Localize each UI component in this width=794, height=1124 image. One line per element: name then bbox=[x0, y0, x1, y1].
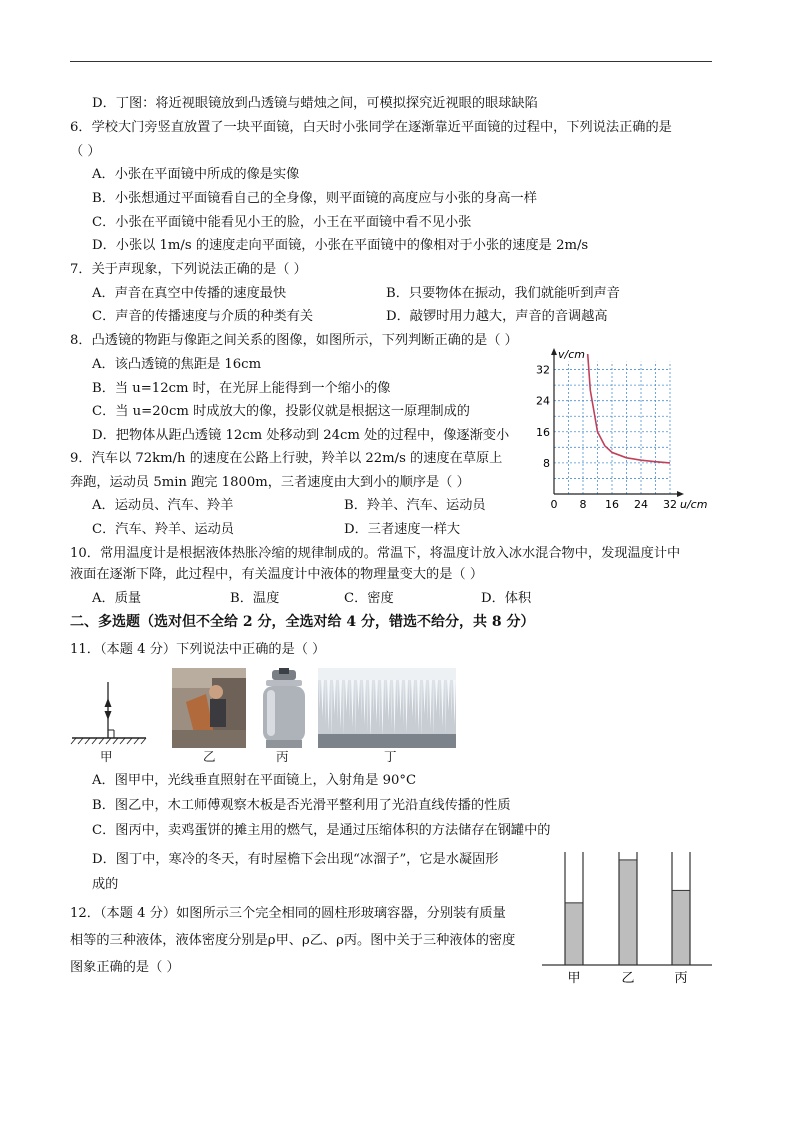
icicles-photo bbox=[318, 668, 456, 748]
q8-option-d: D．把物体从距凸透镜 12cm 处移动到 24cm 处的过程中，像逐渐变小 bbox=[92, 428, 510, 443]
q6-option-d: D．小张以 1m/s 的速度走向平面镜，小张在平面镜中的像相对于小张的速度是 2m/s bbox=[92, 238, 589, 253]
y-axis-label: v/cm bbox=[558, 348, 585, 361]
q11-option-c: C．图丙中，卖鸡蛋饼的摊主用的燃气，是通过压缩体积的方法储存在钢罐中的 bbox=[92, 823, 551, 838]
q11-stem: 11．（本题 4 分）下列说法中正确的是（ ） bbox=[70, 642, 326, 657]
x-axis-arrow bbox=[677, 491, 684, 497]
y-tick-label: 8 bbox=[543, 456, 550, 470]
caption-yi: 乙 bbox=[203, 749, 216, 764]
q12-stem-2: 相等的三种液体，液体密度分别是ρ甲、ρ乙、ρ丙。图中关于三种液体的密度 bbox=[70, 933, 516, 948]
lens-uv-chart bbox=[534, 348, 714, 516]
q11-option-d-cont: 成的 bbox=[92, 877, 119, 892]
q7-option-d: D．敲锣时用力越大，声音的音调越高 bbox=[386, 309, 608, 324]
y-tick-label: 16 bbox=[536, 425, 550, 439]
q8-option-a: A．该凸透镜的焦距是 16cm bbox=[92, 357, 262, 372]
q11-option-a: A．图甲中，光线垂直照射在平面镜上，入射角是 90°C bbox=[92, 773, 417, 788]
x-tick-label: 32 bbox=[663, 498, 677, 511]
caption-jia: 甲 bbox=[100, 749, 113, 764]
q9-stem-2: 奔跑，运动员 5min 跑完 1800m，三者速度由大到小的顺序是（ ） bbox=[70, 475, 470, 490]
q10-option-a: A．质量 bbox=[92, 591, 142, 606]
y-tick-label: 32 bbox=[536, 363, 550, 377]
q10-stem-2: 液面在逐渐下降，此过程中，有关温度计中液体的物理量变大的是（ ） bbox=[70, 567, 484, 582]
q7-option-b: B．只要物体在振动，我们就能听到声音 bbox=[386, 286, 620, 301]
container-label-yi: 乙 bbox=[621, 971, 635, 986]
q8-option-c: C．当 u=20cm 时成放大的像，投影仪就是根据这一原理制成的 bbox=[92, 404, 470, 419]
q9-option-c: C．汽车、羚羊、运动员 bbox=[92, 522, 234, 537]
q6-option-b: B．小张想通过平面镜看自己的全身像，则平面镜的高度应与小张的身高一样 bbox=[92, 191, 537, 206]
q11-option-b: B．图乙中，木工师傅观察木板是否光滑平整利用了光沿直线传播的性质 bbox=[92, 798, 511, 813]
q10-option-d: D．体积 bbox=[481, 591, 532, 606]
header-rule bbox=[70, 61, 712, 62]
x-tick-label: 16 bbox=[605, 498, 619, 511]
q12-stem-3: 图象正确的是（ ） bbox=[70, 960, 180, 975]
containers-figure bbox=[540, 848, 714, 988]
q12-stem-1: 12．（本题 4 分）如图所示三个完全相同的圆柱形玻璃容器，分别装有质量 bbox=[70, 906, 506, 921]
q6-option-c: C．小张在平面镜中能看见小王的脸，小王在平面镜中看不见小张 bbox=[92, 215, 472, 230]
container-liquid bbox=[565, 903, 583, 965]
q10-option-c: C．密度 bbox=[344, 591, 394, 606]
container-label-bing: 丙 bbox=[674, 971, 688, 986]
mirror-ray-figure bbox=[70, 676, 150, 748]
q7-option-c: C．声音的传播速度与介质的种类有关 bbox=[92, 309, 314, 324]
q11-option-d: D．图丁中，寒冷的冬天，有时屋檐下会出现“冰溜子”，它是水凝固形 bbox=[92, 852, 499, 867]
container-label-jia: 甲 bbox=[567, 971, 581, 986]
q9-option-b: B．羚羊、汽车、运动员 bbox=[344, 498, 486, 513]
q9-option-a: A．运动员、汽车、羚羊 bbox=[92, 498, 234, 513]
section-heading-multi-choice: 二、多选题（选对但不全给 2 分，全选对给 4 分，错选不给分，共 8 分） bbox=[70, 614, 535, 630]
gas-cylinder-photo bbox=[258, 668, 310, 748]
y-axis-arrow bbox=[551, 348, 557, 355]
q7-option-a: A．声音在真空中传播的速度最快 bbox=[92, 286, 287, 301]
caption-bing: 丙 bbox=[276, 749, 289, 764]
caption-ding: 丁 bbox=[384, 749, 397, 764]
x-tick-label: 24 bbox=[634, 498, 648, 511]
q6-blank: （ ） bbox=[70, 144, 101, 159]
q6-option-a: A．小张在平面镜中所成的像是实像 bbox=[92, 167, 300, 182]
y-tick-label: 24 bbox=[536, 394, 550, 408]
x-tick-label: 8 bbox=[579, 498, 587, 511]
container-liquid bbox=[619, 860, 637, 965]
container-liquid bbox=[672, 890, 690, 965]
q8-option-b: B．当 u=12cm 时，在光屏上能得到一个缩小的像 bbox=[92, 381, 391, 396]
q10-stem-1: 10．常用温度计是根据液体热胀冷缩的规律制成的。常温下，将温度计放入冰水混合物中，发现温度计中 bbox=[70, 546, 681, 561]
q5-option-d: D．丁图：将近视眼镜放到凸透镜与蜡烛之间，可模拟探究近视眼的眼球缺陷 bbox=[92, 96, 538, 111]
q10-option-b: B．温度 bbox=[230, 591, 280, 606]
q9-stem-1: 9．汽车以 72km/h 的速度在公路上行驶，羚羊以 22m/s 的速度在草原上 bbox=[70, 451, 503, 466]
q7-stem: 7．关于声现象，下列说法正确的是（ ） bbox=[70, 262, 307, 277]
q6-stem: 6．学校大门旁竖直放置了一块平面镜，白天时小张同学在逐渐靠近平面镜的过程中，下列说法正确的是 bbox=[70, 120, 672, 135]
x-tick-label: 0 bbox=[550, 498, 558, 511]
q8-stem: 8．凸透镜的物距与像距之间关系的图像，如图所示，下列判断正确的是（ ） bbox=[70, 333, 518, 348]
x-axis-label: u/cm bbox=[680, 498, 708, 511]
q9-option-d: D．三者速度一样大 bbox=[344, 522, 461, 537]
series-curve bbox=[588, 354, 670, 463]
carpenter-photo bbox=[172, 668, 246, 748]
